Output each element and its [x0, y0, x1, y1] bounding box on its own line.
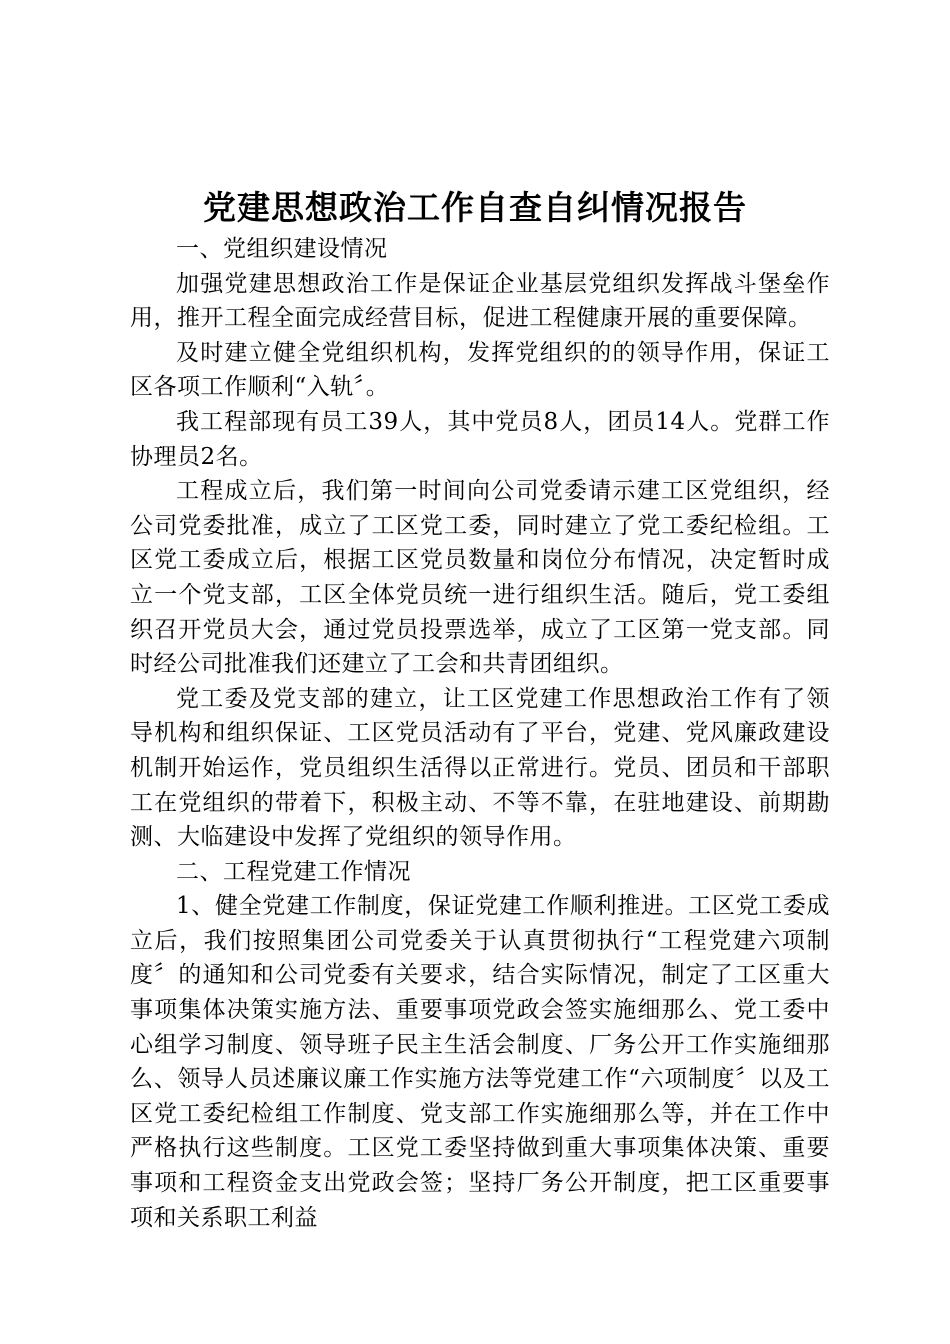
paragraph: 加强党建思想政治工作是保证企业基层党组织发挥战斗堡垒作用，推开工程全面完成经营目标，促进工程健康开展的重要保障。	[130, 270, 830, 332]
document-body	[130, 232, 830, 1235]
section-heading-1: 一、党组织建设情况	[176, 236, 388, 262]
paragraph: 我工程部现有员工39人，其中党员8人，团员14人。党群工作协理员2名。	[130, 408, 830, 470]
paragraph: 工程成立后，我们第一时间向公司党委请示建工区党组织，经公司党委批准，成立了工区党工委，同时建立了党工委纪检组。工区党工委成立后，根据工区党员数量和岗位分布情况，决定暂时成立一个党支部，工区全体党员统一进行组织生活。随后，党工委组织召开党员大会，通过党员投票选举，成立了工区第一党支部。同时经公司批准我们还建立了工会和共青团组织。	[130, 478, 830, 678]
paragraph: 1、健全党建工作制度，保证党建工作顺利推进。工区党工委成立后，我们按照集团公司党委关于认真贯彻执行“工程党建六项制度〞的通知和公司党委有关要求，结合实际情况，制定了工区重大事项集体决策实施方法、重要事项党政会签实施细那么、党工委中心组学习制度、领导班子民主生活会制度、厂务公开工作实施细那么、领导人员述廉议廉工作实施方法等党建工作“六项制度〞以及工区党工委纪检组工作制度、党支部工作实施细那么等，并在工作中严格执行这些制度。工区党工委坚持做到重大事项集体决策、重要事项和工程资金支出党政会签；坚持厂务公开制度，把工区重要事项和关系职工利益	[130, 893, 830, 1231]
paragraph: 及时建立健全党组织机构，发挥党组织的的领导作用，保证工区各项工作顺利“入轨〞。	[130, 339, 830, 401]
section-heading-2: 二、工程党建工作情况	[176, 858, 411, 885]
paragraph: 党工委及党支部的建立，让工区党建工作思想政治工作有了领导机构和组织保证、工区党员活动有了平台，党建、党风廉政建设机制开始运作，党员组织生活得以正常进行。党员、团员和干部职工在党组织的带着下，积极主动、不等不靠，在驻地建设、前期勘测、大临建设中发挥了党组织的领导作用。	[130, 685, 830, 851]
document-title: 党建思想政治工作自查自纠情况报告	[203, 188, 747, 227]
